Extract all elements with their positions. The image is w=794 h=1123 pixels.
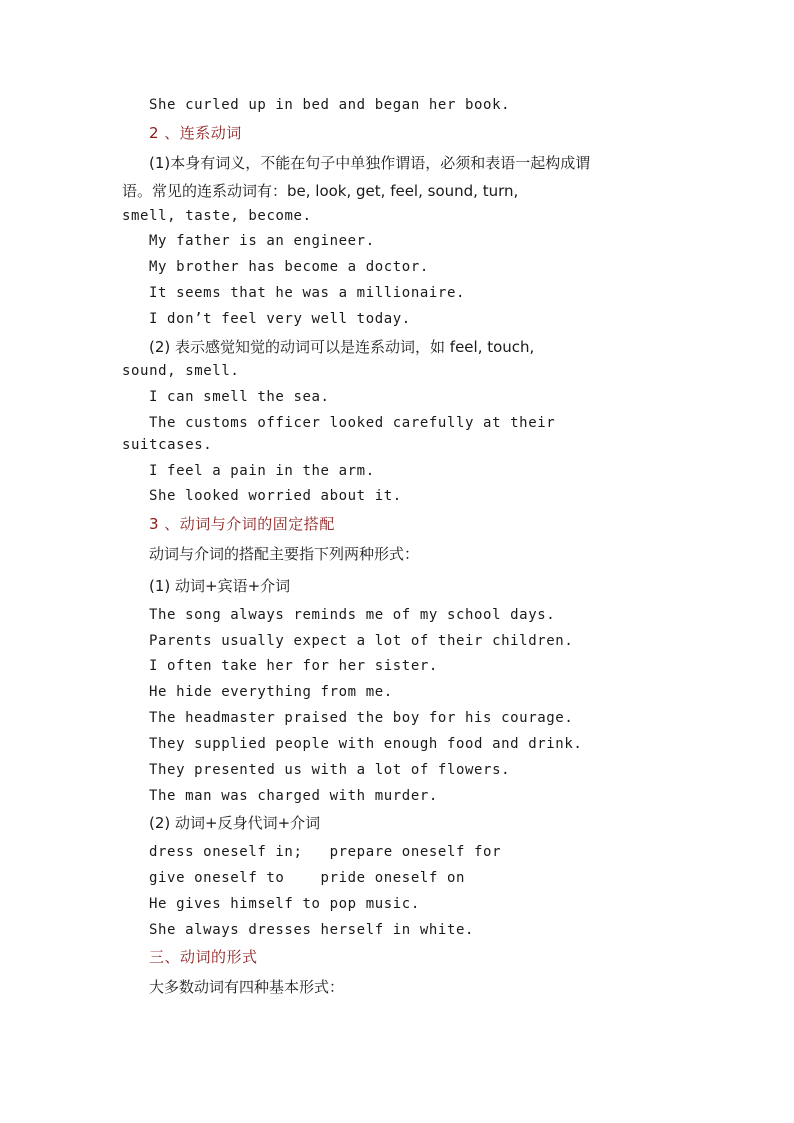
example-sentence: I feel a pain in the arm. xyxy=(149,463,375,479)
example-sentence: The song always reminds me of my school days. xyxy=(149,607,556,623)
example-sentence: He hide everything from me. xyxy=(149,684,393,700)
paragraph-line: 大多数动词有四种基本形式： xyxy=(149,978,345,996)
paragraph-line: sound, smell. xyxy=(122,363,240,379)
paragraph-line: (2) 表示感觉知觉的动词可以是连系动词，如 feel, touch, xyxy=(149,338,535,356)
example-sentence: My brother has become a doctor. xyxy=(149,259,429,275)
example-sentence: I can smell the sea. xyxy=(149,389,330,405)
paragraph-line: (2) 动词+反身代词+介词 xyxy=(149,814,321,832)
section-heading: 3 、动词与介词的固定搭配 xyxy=(149,515,335,533)
example-sentence: They presented us with a lot of flowers. xyxy=(149,762,511,778)
example-sentence: It seems that he was a millionaire. xyxy=(149,285,466,301)
example-sentence: She curled up in bed and began her book. xyxy=(149,97,511,113)
example-sentence: suitcases. xyxy=(122,437,213,453)
example-sentence: The headmaster praised the boy for his courage. xyxy=(149,710,574,726)
chapter-heading: 三、动词的形式 xyxy=(149,948,258,966)
example-sentence: He gives himself to pop music. xyxy=(149,896,420,912)
example-sentence: I don’t feel very well today. xyxy=(149,311,411,327)
example-sentence: They supplied people with enough food and drink. xyxy=(149,736,583,752)
paragraph-line: 语。常见的连系动词有：be, look, get, feel, sound, turn, xyxy=(122,182,519,200)
paragraph-line: (1) 动词+宾语+介词 xyxy=(149,577,291,595)
example-sentence: The man was charged with murder. xyxy=(149,788,438,804)
paragraph-line: 动词与介词的搭配主要指下列两种形式： xyxy=(149,545,420,563)
example-phrase: give oneself to pride oneself on xyxy=(149,870,466,886)
example-sentence: The customs officer looked carefully at their xyxy=(149,415,556,431)
example-sentence: I often take her for her sister. xyxy=(149,658,438,674)
example-phrase: dress oneself in; prepare oneself for xyxy=(149,844,502,860)
example-sentence: She always dresses herself in white. xyxy=(149,922,475,938)
example-sentence: My father is an engineer. xyxy=(149,233,375,249)
example-sentence: She looked worried about it. xyxy=(149,488,402,504)
section-heading: 2 、连系动词 xyxy=(149,124,242,142)
paragraph-line: smell, taste, become. xyxy=(122,208,312,224)
example-sentence: Parents usually expect a lot of their children. xyxy=(149,633,574,649)
paragraph-line: (1)本身有词义，不能在句子中单独作谓语，必须和表语一起构成谓 xyxy=(149,154,591,172)
